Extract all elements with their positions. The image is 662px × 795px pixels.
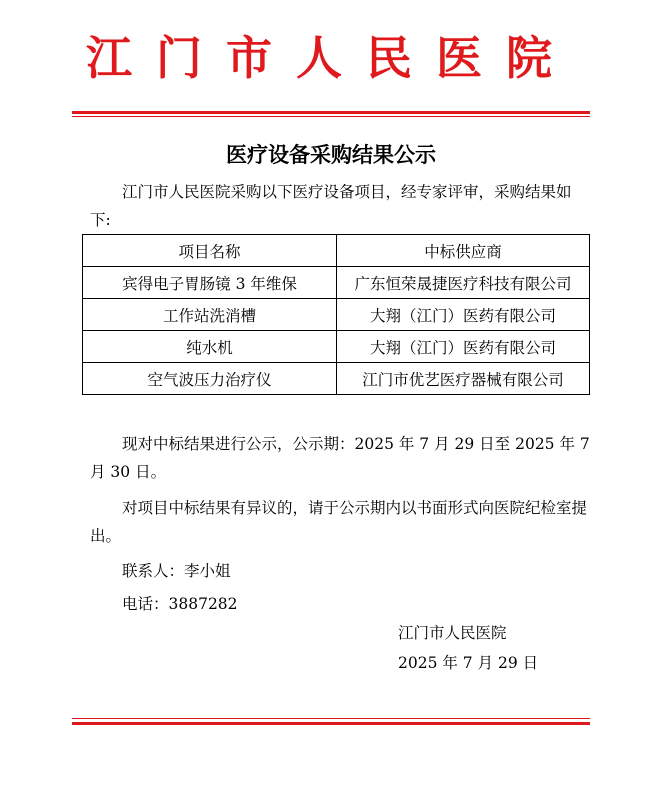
- column-header-item: 项目名称: [83, 235, 337, 267]
- supplier-cell: 江门市优艺医疗器械有限公司: [337, 363, 590, 395]
- notice-title: 医疗设备采购结果公示: [226, 142, 436, 167]
- table-row: [83, 363, 590, 395]
- item-cell: 空气波压力治疗仪: [83, 363, 337, 395]
- item-cell: 纯水机: [83, 331, 337, 363]
- item-cell: 宾得电子胃肠镜 3 年维保: [83, 267, 337, 299]
- publicity-period-paragraph: 现对中标结果进行公示，公示期：2025 年 7 月 29 日至 2025 年 7 月 30 日。: [90, 435, 590, 481]
- hospital-header: 江门市人民医院: [86, 31, 576, 85]
- table-header-row: [83, 235, 590, 267]
- table-row: [83, 299, 590, 331]
- table-row: [83, 267, 590, 299]
- intro-paragraph: 江门市人民医院采购以下医疗设备项目，经专家评审，采购结果如下:: [90, 183, 572, 229]
- table-row: [83, 331, 590, 363]
- supplier-cell: 大翔（江门）医药有限公司: [337, 331, 590, 363]
- objection-paragraph: 对项目中标结果有异议的，请于公示期内以书面形式向医院纪检室提出。: [90, 499, 588, 545]
- results-table: [82, 234, 590, 395]
- contact-person: 联系人：李小姐: [122, 562, 231, 580]
- header-divider-thin: [72, 116, 590, 117]
- supplier-cell: 广东恒荣晟捷医疗科技有限公司: [337, 267, 590, 299]
- header-divider-thick: [72, 111, 590, 114]
- footer-divider-thin: [72, 718, 590, 719]
- supplier-cell: 大翔（江门）医药有限公司: [337, 299, 590, 331]
- signature-date: 2025 年 7 月 29 日: [398, 654, 539, 672]
- footer-divider-thick: [72, 722, 590, 725]
- signature-organization: 江门市人民医院: [398, 624, 507, 642]
- column-header-supplier: 中标供应商: [337, 235, 590, 267]
- item-cell: 工作站洗消槽: [83, 299, 337, 331]
- contact-phone: 电话：3887282: [122, 595, 238, 613]
